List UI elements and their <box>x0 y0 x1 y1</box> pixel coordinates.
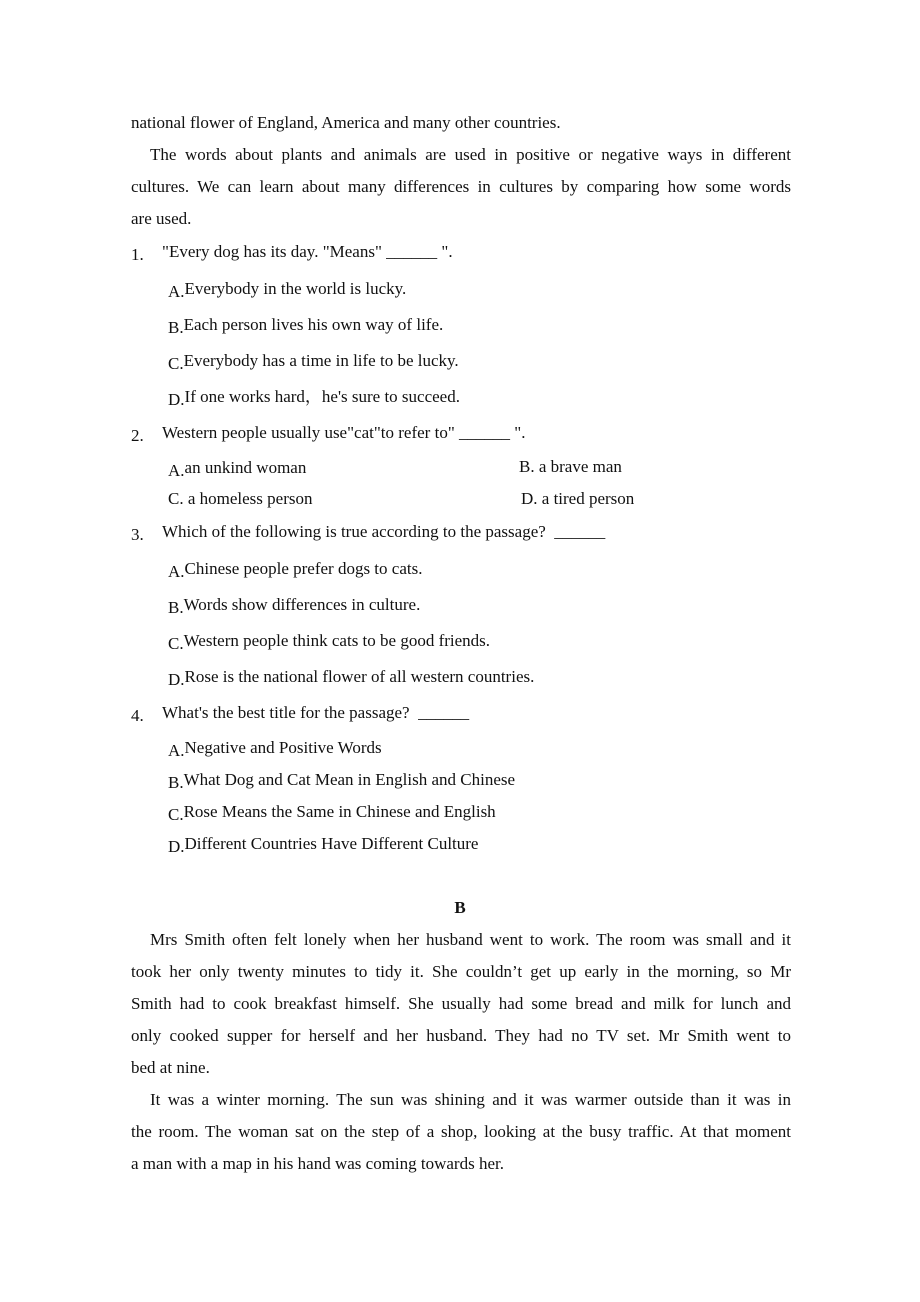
option-letter: D. <box>168 390 185 409</box>
question-number: 1. <box>131 245 144 264</box>
option-letter: A. <box>168 461 185 480</box>
option-letter: B. <box>168 773 184 792</box>
passage-b-paragraph-line: It was a winter morning. The sun was shining and it was warmer outside than it was in <box>150 1090 791 1109</box>
passage-b-paragraph-line: the room. The woman sat on the step of a shop, looking at the busy traffic. At that moment <box>131 1122 791 1141</box>
option-text: If one works hard，he's sure to succeed. <box>184 387 460 406</box>
question-text: What's the best title for the passage? ______ <box>162 703 470 722</box>
option-letter: D. <box>168 670 185 689</box>
answer-option <box>168 350 459 375</box>
option-letter: B. <box>168 318 184 337</box>
answer-option <box>168 594 420 619</box>
question-number: 2. <box>131 426 144 445</box>
passage-b-paragraph-line: a man with a map in his hand was coming towards her. <box>131 1154 504 1173</box>
option-text: Western people think cats to be good friends. <box>183 631 491 650</box>
option-text: Each person lives his own way of life. <box>183 315 444 334</box>
passage-b-paragraph-line: bed at nine. <box>131 1058 210 1077</box>
answer-option <box>168 386 460 411</box>
answer-option <box>168 630 490 655</box>
option-text: Rose Means the Same in Chinese and English <box>183 802 496 821</box>
passage-a-line: national flower of England, America and many other countries. <box>131 113 561 132</box>
option-letter: A. <box>168 741 185 760</box>
passage-a-paragraph-line: are used. <box>131 209 192 228</box>
option-text: Different Countries Have Different Culture <box>184 834 479 853</box>
answer-option <box>168 488 312 510</box>
passage-b-paragraph-line: Smith had to cook breakfast himself. She usually had some bread and milk for lunch and <box>131 994 791 1013</box>
question-text: Which of the following is true according to the passage? ______ <box>162 522 606 541</box>
option-text: Everybody has a time in life to be lucky. <box>183 351 459 370</box>
question-text: Western people usually use"cat"to refer to" ______ ". <box>162 423 526 442</box>
passage-b-paragraph-line: Mrs Smith often felt lonely when her husband went to work. The room was small and it <box>150 930 791 949</box>
answer-option <box>168 314 443 339</box>
answer-option <box>521 488 634 510</box>
answer-option <box>168 457 306 482</box>
answer-option <box>168 833 478 858</box>
option-text: Chinese people prefer dogs to cats. <box>184 559 423 578</box>
option-text: What Dog and Cat Mean in English and Chinese <box>183 770 516 789</box>
option-text: Words show differences in culture. <box>183 595 421 614</box>
option-text: a homeless person <box>187 489 313 508</box>
question-number: 4. <box>131 706 144 725</box>
option-letter: C. <box>168 805 184 824</box>
answer-option <box>168 558 422 583</box>
option-text: Rose is the national flower of all western countries. <box>184 667 535 686</box>
answer-option <box>168 801 496 826</box>
option-letter: D. <box>521 489 538 508</box>
option-letter: D. <box>168 837 185 856</box>
option-letter: C. <box>168 489 184 508</box>
option-text: a brave man <box>538 457 622 476</box>
option-letter: A. <box>168 282 185 301</box>
option-letter: A. <box>168 562 185 581</box>
question-number: 3. <box>131 525 144 544</box>
option-text: Negative and Positive Words <box>184 738 382 757</box>
passage-a-paragraph-line: cultures. We can learn about many differences in cultures by comparing how some words <box>131 177 791 196</box>
answer-option <box>168 737 382 762</box>
answer-option <box>168 769 515 794</box>
option-letter: C. <box>168 354 184 373</box>
option-text: a tired person <box>541 489 635 508</box>
option-letter: C. <box>168 634 184 653</box>
answer-option <box>168 666 534 691</box>
question-text: "Every dog has its day. "Means" ______ ". <box>162 242 453 261</box>
option-text: Everybody in the world is lucky. <box>184 279 407 298</box>
passage-b-paragraph-line: only cooked supper for herself and her husband. They had no TV set. Mr Smith went to <box>131 1026 791 1045</box>
option-letter: B. <box>519 457 535 476</box>
answer-option <box>168 278 406 303</box>
option-text: an unkind woman <box>184 458 307 477</box>
option-letter: B. <box>168 598 184 617</box>
section-title: B <box>454 898 466 917</box>
passage-a-paragraph-line: The words about plants and animals are used in positive or negative ways in different <box>150 145 791 164</box>
answer-option <box>519 456 622 478</box>
passage-b-paragraph-line: took her only twenty minutes to tidy it. She couldn’t get up early in the morning, so Mr <box>131 962 791 981</box>
